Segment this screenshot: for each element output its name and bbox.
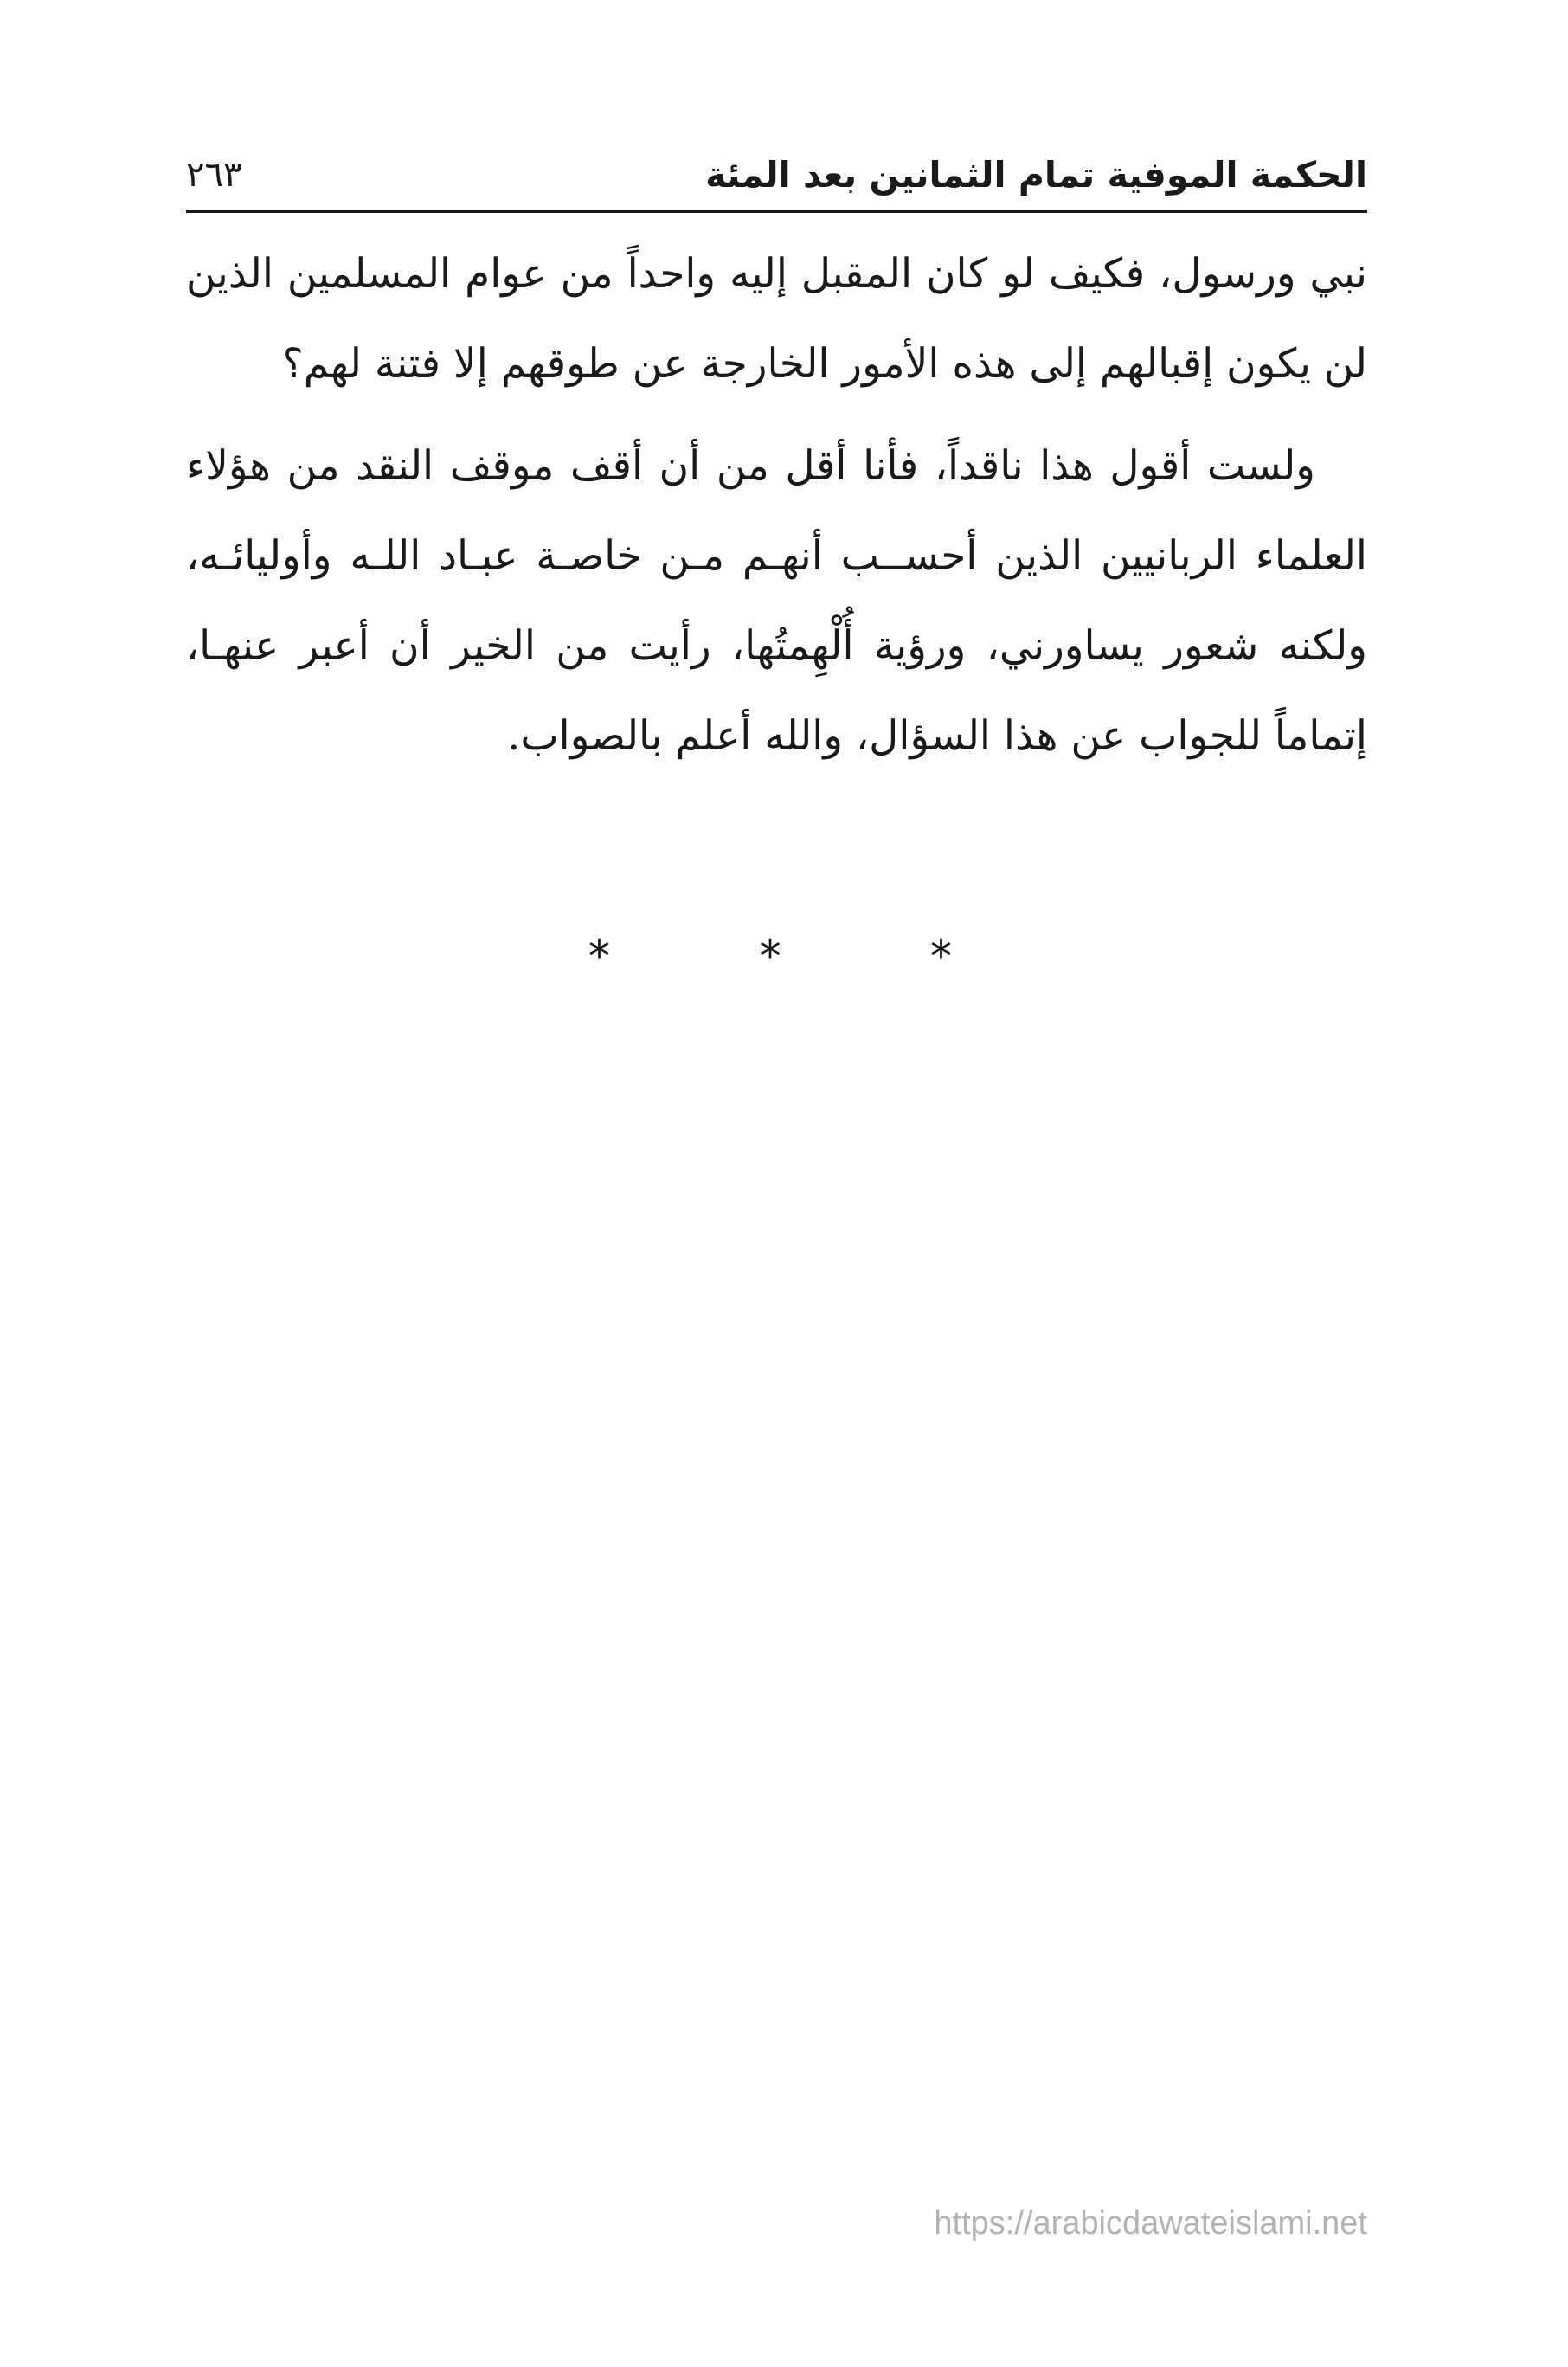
text-line: إتماماً للجواب عن هذا السؤال، والله أعلم بالصواب. bbox=[507, 712, 1367, 760]
running-header bbox=[186, 138, 1367, 208]
page-number: ٢٦٣ bbox=[186, 155, 242, 195]
header-divider bbox=[186, 210, 1367, 213]
text-line: العلماء الربانيين الذين أحســب أنهـم مـن خاصـة عبـاد اللـه وأوليائـه، bbox=[186, 532, 1367, 580]
text-line: ولكنه شعور يساورني، ورؤية أُلْهِمتُها، رأيت من الخير أن أعبر عنهـا، bbox=[186, 622, 1367, 670]
text-line: ولست أقول هذا ناقداً، فأنا أقل من أن أقف موقف النقد من هؤلاء bbox=[186, 442, 1315, 490]
asterisk-ornament: * bbox=[930, 931, 952, 981]
text-line: لن يكون إقبالهم إلى هذه الأمور الخارجة عن طوقهم إلا فتنة لهم؟ bbox=[281, 340, 1367, 388]
section-separator bbox=[588, 917, 952, 995]
body-text bbox=[186, 229, 1367, 781]
watermark-url: https://arabicdawateislami.net bbox=[934, 2205, 1367, 2242]
text-line: نبي ورسول، فكيف لو كان المقبل إليه واحداً من عوام المسلمين الذين bbox=[186, 250, 1367, 298]
asterisk-ornament: * bbox=[759, 931, 781, 981]
paragraph-gap bbox=[186, 409, 1367, 421]
chapter-title: الحكمة الموفية تمام الثمانين بعد المئة bbox=[705, 154, 1367, 196]
asterisk-ornament: * bbox=[588, 931, 610, 981]
